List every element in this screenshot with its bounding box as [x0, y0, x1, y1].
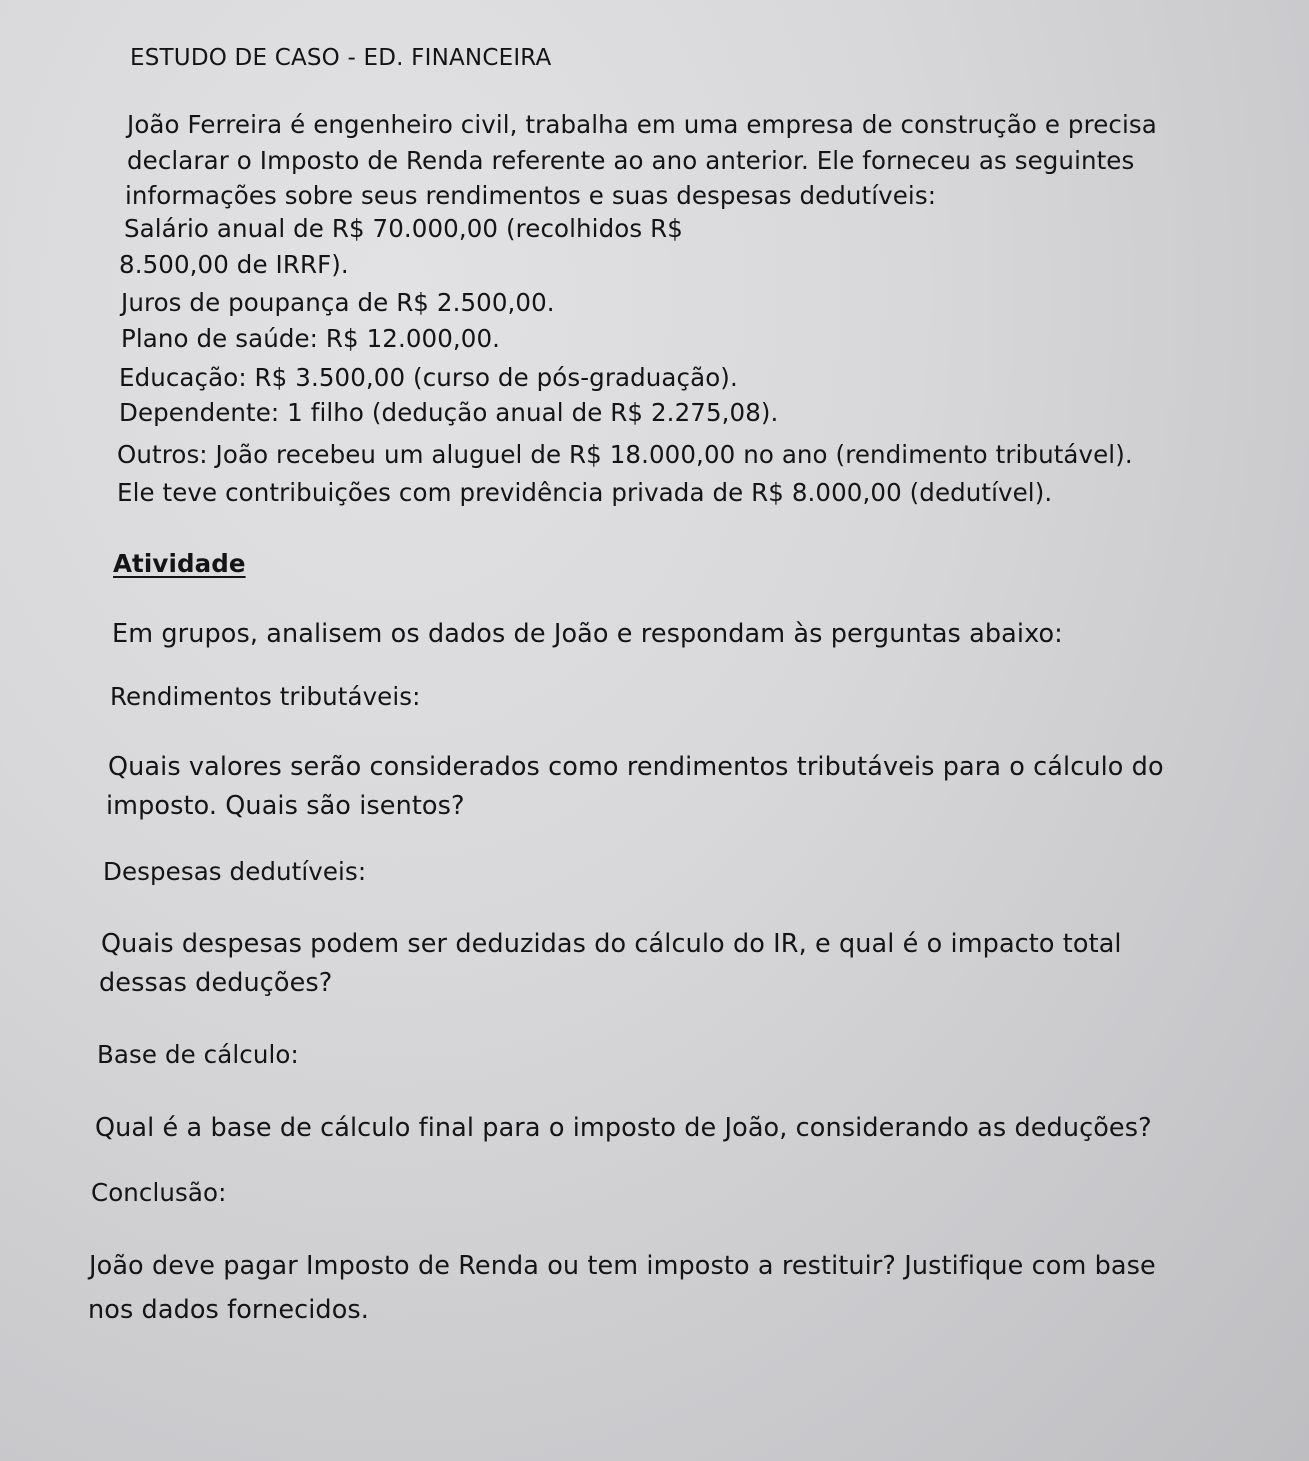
- data-item: Ele teve contribuições com previdência privada de R$ 8.000,00 (dedutível).: [117, 478, 1053, 507]
- question-line: nos dados fornecidos.: [88, 1295, 369, 1325]
- data-item: Juros de poupança de R$ 2.500,00.: [121, 288, 555, 317]
- activity-heading: Atividade: [113, 549, 246, 578]
- data-item: Dependente: 1 filho (dedução anual de R$ 2.275,08).: [119, 398, 779, 427]
- data-item: Plano de saúde: R$ 12.000,00.: [121, 324, 501, 353]
- data-item: 8.500,00 de IRRF).: [119, 250, 349, 279]
- question-line: Quais despesas podem ser deduzidas do cálculo do IR, e qual é o impacto total: [101, 929, 1122, 959]
- section-heading: Base de cálculo:: [97, 1040, 299, 1069]
- question-line: Qual é a base de cálculo final para o imposto de João, considerando as deduções?: [95, 1113, 1152, 1143]
- question-line: Quais valores serão considerados como rendimentos tributáveis para o cálculo do: [108, 752, 1164, 782]
- section-heading: Conclusão:: [91, 1178, 227, 1207]
- question-line: dessas deduções?: [99, 968, 333, 998]
- intro-line: declarar o Imposto de Renda referente ao ano anterior. Ele forneceu as seguintes: [127, 146, 1135, 175]
- intro-line: João Ferreira é engenheiro civil, trabalha em uma empresa de construção e precisa: [127, 110, 1157, 139]
- data-item: Salário anual de R$ 70.000,00 (recolhidos R$: [124, 214, 683, 243]
- question-line: João deve pagar Imposto de Renda ou tem imposto a restituir? Justifique com base: [89, 1251, 1156, 1281]
- document-title: ESTUDO DE CASO - ED. FINANCEIRA: [130, 45, 552, 71]
- question-line: imposto. Quais são isentos?: [106, 791, 465, 821]
- section-heading: Rendimentos tributáveis:: [110, 682, 421, 711]
- data-item: Outros: João recebeu um aluguel de R$ 18.000,00 no ano (rendimento tributável).: [117, 440, 1133, 469]
- section-heading: Despesas dedutíveis:: [103, 857, 367, 886]
- data-item: Educação: R$ 3.500,00 (curso de pós-graduação).: [119, 363, 738, 392]
- intro-line: informações sobre seus rendimentos e suas despesas dedutíveis:: [125, 181, 937, 210]
- activity-instruction: Em grupos, analisem os dados de João e respondam às perguntas abaixo:: [112, 619, 1063, 649]
